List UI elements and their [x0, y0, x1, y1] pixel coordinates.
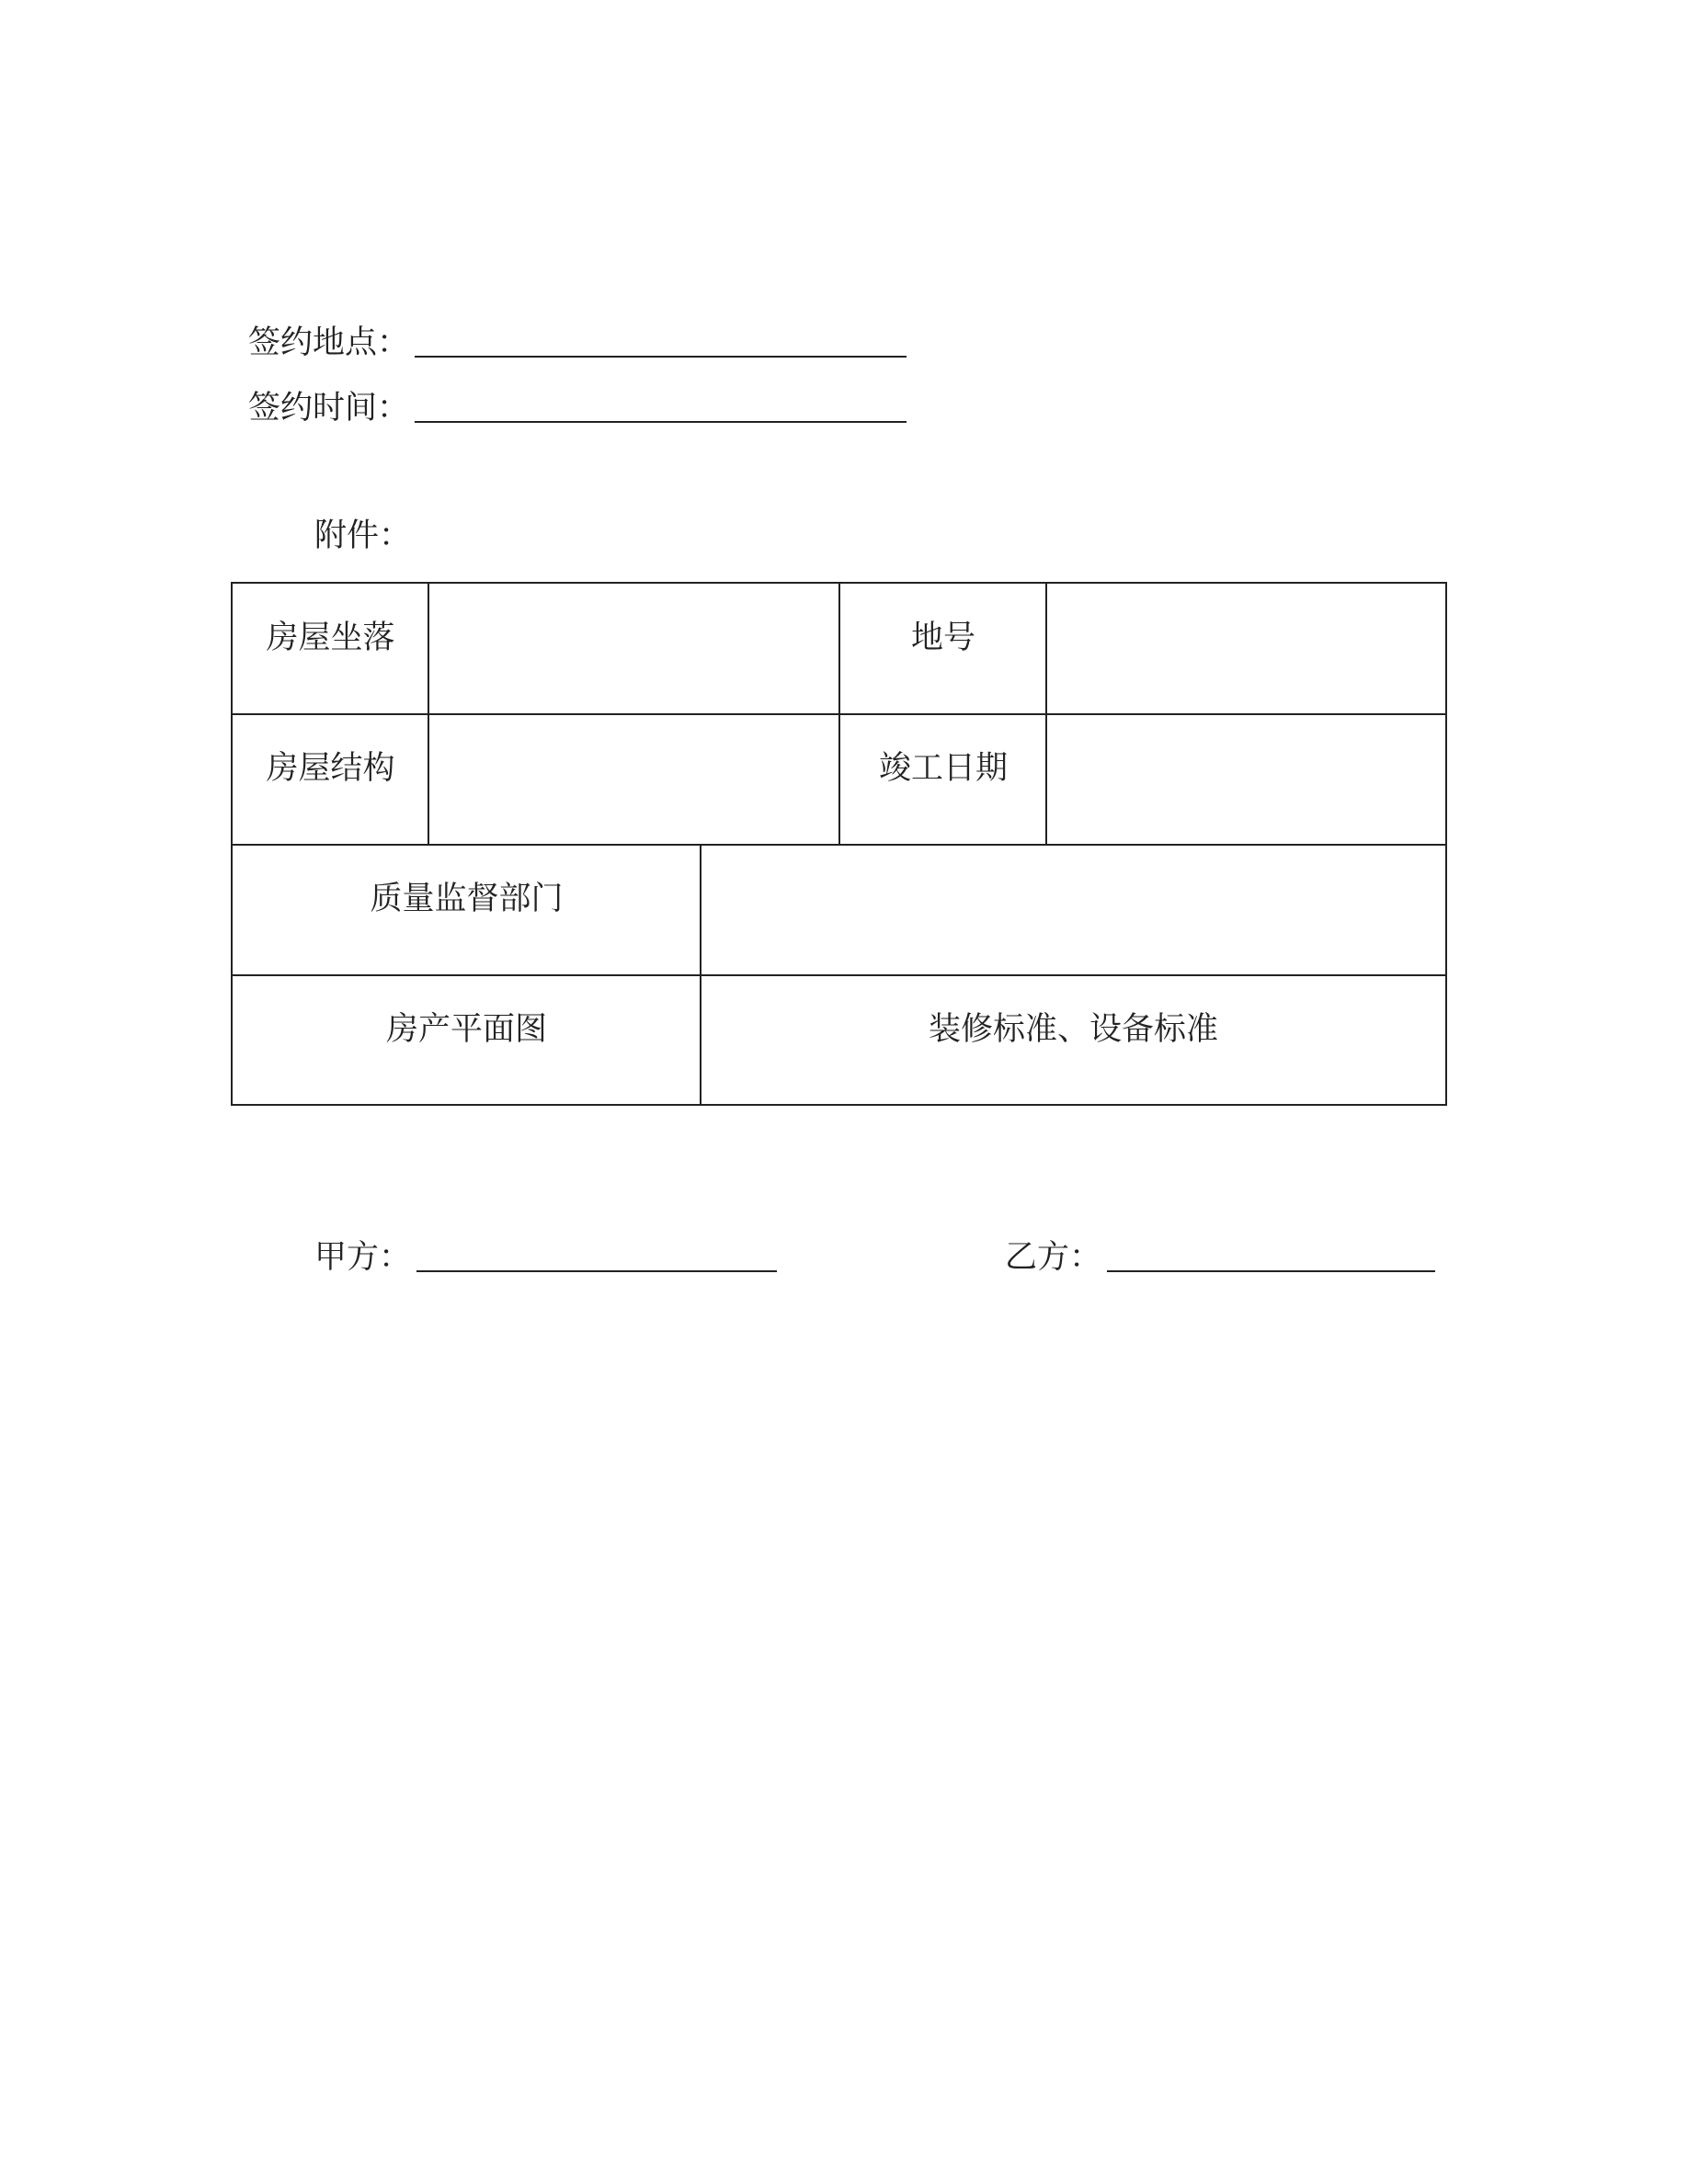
party-b-label: 乙方：: [1005, 1239, 1102, 1276]
quality-supervision-label: 质量监督部门: [370, 881, 564, 917]
lot-number-label: 地号: [910, 620, 975, 656]
floor-plan-label: 房产平面图: [385, 1011, 547, 1048]
party-a-blank[interactable]: [416, 1269, 777, 1272]
quality-supervision-value[interactable]: [701, 845, 1445, 975]
signing-time-blank[interactable]: [415, 420, 907, 423]
attachments-table: [231, 582, 1447, 1106]
completion-date-value[interactable]: [1047, 714, 1445, 845]
attachments-heading: 附件：: [314, 518, 412, 554]
lot-number-value[interactable]: [1047, 584, 1445, 714]
signing-place-label: 签约地点：: [248, 324, 410, 361]
signing-place-blank[interactable]: [415, 355, 907, 358]
house-structure-value[interactable]: [429, 714, 839, 845]
signing-time-row: [248, 392, 907, 425]
house-location-label: 房屋坐落: [266, 620, 395, 656]
party-a-label: 甲方：: [314, 1239, 412, 1276]
signing-place-row: [248, 324, 907, 361]
completion-date-label: 竣工日期: [878, 750, 1008, 787]
decoration-standard-label: 装修标准、设备标准: [928, 1011, 1218, 1048]
house-structure-label: 房屋结构: [266, 750, 395, 787]
party-a-row: [314, 1239, 777, 1276]
party-b-row: [1005, 1239, 1435, 1276]
house-location-value[interactable]: [429, 584, 839, 714]
party-b-blank[interactable]: [1107, 1269, 1435, 1272]
signing-time-label: 签约时间：: [248, 390, 410, 427]
